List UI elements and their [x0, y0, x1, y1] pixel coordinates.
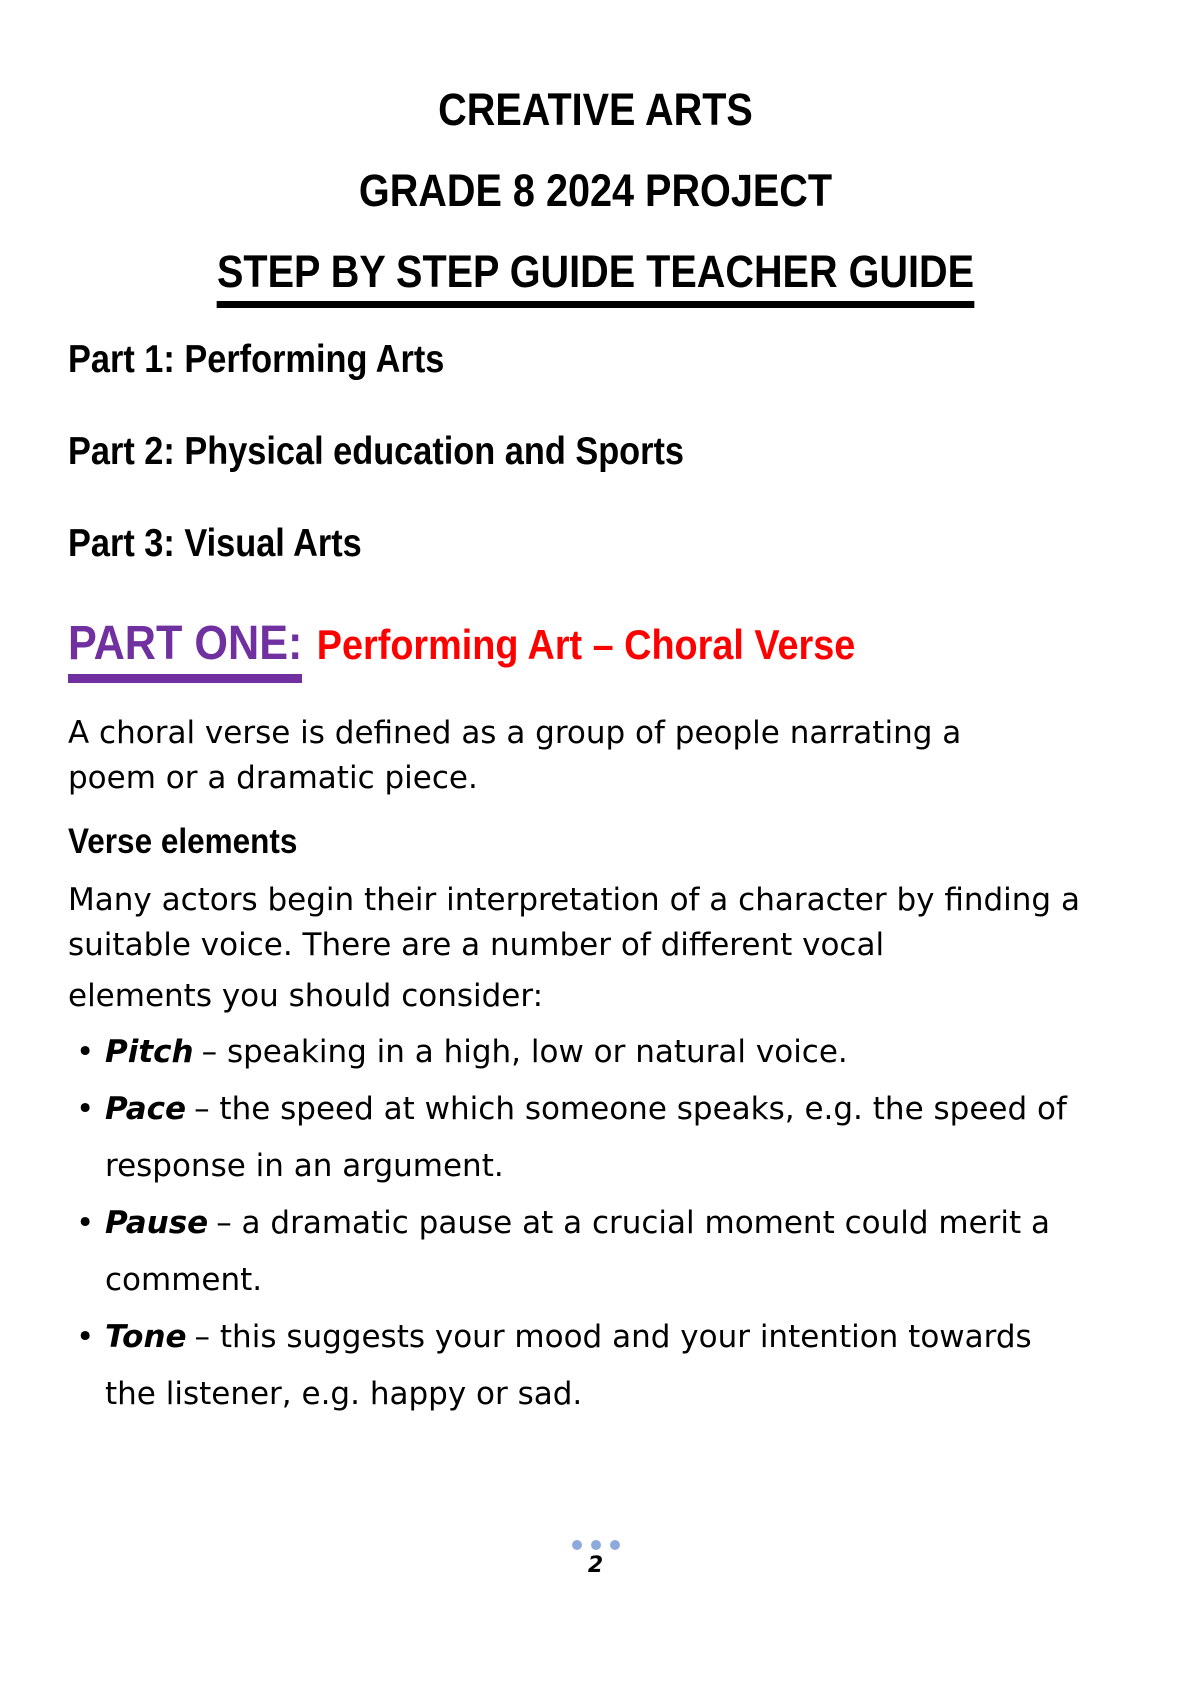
bullet-term: Tone [105, 1319, 187, 1355]
consider-line: elements you should consider: [68, 978, 544, 1014]
list-item-tone [105, 1309, 1123, 1423]
vocal-paragraph-line-2: suitable voice. There are a number of different vocal [68, 927, 885, 963]
part-3-heading: Part 3: Visual Arts [68, 522, 362, 565]
bullet-text: – speaking in a high, low or natural voice. [201, 1034, 848, 1070]
bullet-term: Pause [105, 1205, 209, 1241]
list-item-pause [105, 1195, 1123, 1309]
page-footer [0, 1540, 1191, 1579]
section-label-part-one: PART ONE: [68, 618, 302, 683]
section-title-performing-art: Performing Art – Choral Verse [316, 621, 856, 668]
doc-title-line-2: GRADE 8 2024 PROJECT [358, 165, 833, 216]
part-1-heading: Part 1: Performing Arts [68, 338, 445, 381]
footer-dot [591, 1540, 601, 1550]
bullet-text: – a dramatic pause at a crucial moment could merit a [216, 1205, 1051, 1241]
doc-title-line-1: CREATIVE ARTS [438, 84, 753, 135]
verse-elements-heading: Verse elements [68, 822, 298, 861]
bullet-text-continuation: response in an argument. [105, 1148, 504, 1184]
bullet-text-continuation: comment. [105, 1262, 263, 1298]
intro-paragraph [68, 711, 1123, 801]
intro-line-1: A choral verse is defined as a group of people narrating a [68, 715, 962, 751]
footer-dot [610, 1540, 620, 1550]
bullet-text: – this suggests your mood and your intention towards [194, 1319, 1032, 1355]
bullet-text-continuation: the listener, e.g. happy or sad. [105, 1376, 583, 1412]
footer-dot [572, 1540, 582, 1550]
page-number: 2 [587, 1553, 604, 1578]
vocal-paragraph-line-1: Many actors begin their interpretation of a character by finding a [68, 882, 1080, 918]
part-2-heading: Part 2: Physical education and Sports [68, 430, 685, 473]
intro-line-2: poem or a dramatic piece. [68, 760, 478, 796]
doc-title-underlined-text: STEP BY STEP GUIDE TEACHER GUIDE [217, 248, 974, 308]
vocal-paragraph [68, 878, 1123, 968]
section-heading [68, 618, 1018, 683]
doc-title-line-3 [131, 248, 1059, 308]
vocal-elements-list [68, 1024, 1123, 1423]
footer-dots-icon [0, 1540, 1191, 1550]
list-item-pace [105, 1081, 1123, 1195]
bullet-term: Pitch [105, 1034, 194, 1070]
list-item-pitch [105, 1024, 1123, 1081]
bullet-term: Pace [105, 1091, 187, 1127]
bullet-text: – the speed at which someone speaks, e.g. the speed of [194, 1091, 1067, 1127]
